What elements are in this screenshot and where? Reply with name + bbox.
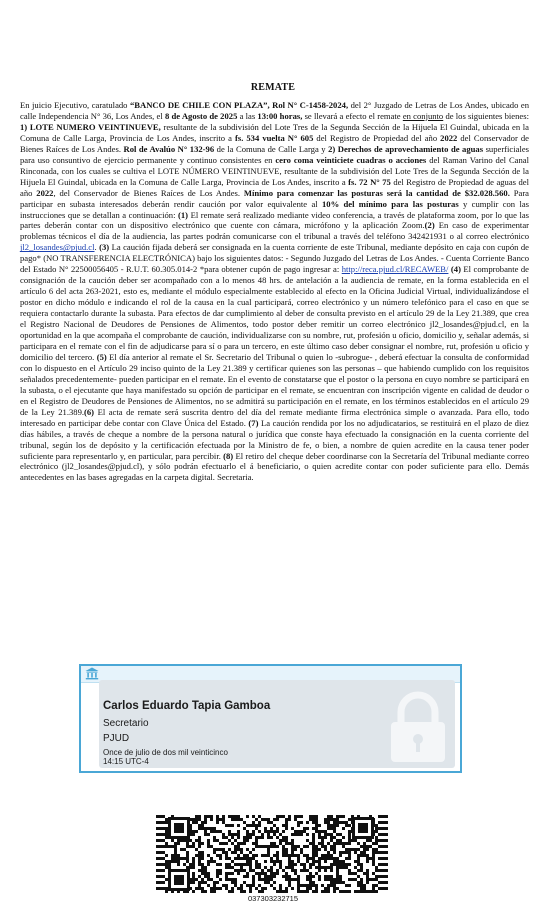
signature-time: 14:15 UTC-4	[103, 757, 149, 766]
body-text: La caución rendida por los no adjudicatarios, se restituirá en el plazo de diez días hábiles, a través de cheque a nombre de la persona natural o jurídica que conste haya efectuado la consignación en la cuenta corriente del tribunal, según los de depósito y la certificación efectuada por la Ministro de fe, o bien, a nombre de quien acredite en la causa tener poder suficiente para representarlo y, en particular, para percibir.	[20, 417, 529, 461]
item-number: (6)	[84, 406, 95, 417]
case-caption: “BANCO DE CHILE CON PLAZA”, Rol N° C-1458-2024,	[129, 100, 349, 110]
body-text: y cumplir con las instrucciones que se detallan a continuación:	[20, 198, 529, 220]
payment-coupon-link[interactable]: http://reca.pjud.cl/RECAWEB/	[341, 264, 449, 275]
signer-name: Carlos Eduardo Tapia Gamboa	[103, 700, 271, 712]
body-text: de los siguientes bienes:	[443, 110, 529, 121]
body-text: del Raman Varino del Canal Rinconada, con los cuales se cultiva el LOTE NÚMERO VEINTINUEVE, resultante de la subdivisión del Lote Tres de la Segunda Sección de la Hijuela El Guindal, ubicada en la Comuna de Calle Larga, Provincia de Los Andes, inscrito a	[20, 154, 529, 187]
item-number: (5)	[96, 351, 107, 362]
qr-code	[156, 815, 388, 893]
lot-2-heading: 2) Derechos de aprovechamiento de aguas	[328, 143, 484, 154]
body-text: Para participar en subasta interesados deberán rendir caución por valor equivalente al	[20, 187, 529, 209]
electronic-signature-box	[79, 664, 462, 773]
body-text: se llevará a efecto el remate	[302, 110, 403, 121]
body-text: .	[94, 242, 100, 253]
signer-organization: PJUD	[103, 733, 130, 744]
body-text: El remate será realizado mediante video conferencia, a través de plataforma zoom, por lo que las partes deberán contar con un dispositivo electrónico que cuente con cámara, micrófono y la aplicación Zoom.	[20, 209, 530, 231]
court-email-link[interactable]: jl2_losandes@pjud.cl	[20, 242, 95, 253]
signature-date: Once de julio de dos mil veinticinco	[103, 748, 228, 757]
signer-role: Secretario	[103, 718, 149, 729]
document-title: REMATE	[250, 82, 296, 93]
item-number: (3)	[99, 242, 110, 253]
body-text: a las	[237, 110, 258, 121]
item-number: (2)	[424, 220, 435, 231]
body-text: El retiro del cheque deber coordinarse con la Secretaría del Tribunal mediante correo electrónico (jl2_losandes@pjud.cl), y sólo podrán efectuarlo el á beneficiario, o quien acredite contar con poder suficiente para ello. Demás antecedentes en las bases agregadas en la carpeta digital. Secretaria.	[20, 450, 529, 483]
item-number: (8)	[223, 450, 234, 461]
item-number: (1)	[178, 209, 189, 220]
registry-year: 2022	[440, 132, 458, 143]
body-text: del Registro de Propiedad del año	[313, 132, 441, 143]
body-text: En juicio Ejecutivo, caratulado	[20, 100, 130, 110]
water-rights-amount: cero coma veinticiete cuadras o acciones	[275, 154, 427, 165]
registry-folio: fs. 534 vuelta N° 605	[234, 132, 314, 143]
auction-date: 8 de Agosto de 2025	[164, 110, 238, 121]
body-text: superficiales para uso consuntivo de ejercicio permanente y continuo consistentes en	[20, 143, 529, 165]
body-text: El día anterior al remate el Sr. Secretario del Tribunal o quien lo -subrogue- , deberá efectuar la consulta de conformidad con lo dispuesto en el Artículo 29 inciso quinto de la Ley 21.389 y certificar quienes son las personas – que habiendo cumplido con los requisitos señalados precedentemente- pueden participar en el remate. En el evento de constatarse que el postor o la persona en cuyo nombre se participará en la subasta, o el ejecutante que haya manifestado su opción de participar en el remate, se encuentran con inscripción vigente en calidad de deudor o en el Registro de Deudores de Pensiones de Alimentos, no se admitirá su participación en el remate, en los términos establecidos en el artículo 29 de la Ley 21.389.	[20, 351, 529, 417]
body-text: La caución fijada deberá ser consignada en la cuenta corriente de este Tribunal, mediante depósito en caja con cupón de pago* (NO TRANSFERENCIA ELECTRÓNICA) bajo los siguientes datos: - Segundo Juzgado del Letras de Los Andes. - Cuenta Corriente Banco del Estado N° 22500056405 - R.U.T. 60.305.014-2 *para obtener cupón de pago ingresar a:	[20, 242, 529, 275]
water-registry-folio: fs. 72 N° 75	[348, 176, 391, 187]
appraisal-roll: Rol de Avalúo N° 132-96	[123, 143, 215, 154]
lot-1-heading: 1) LOTE NUMERO VEINTINUEVE,	[20, 121, 161, 132]
padlock-icon	[387, 690, 449, 764]
water-registry-year: 2022	[36, 187, 54, 198]
body-text: , del Conservador de Bienes Raíces de Los Andes.	[53, 187, 244, 198]
document-body	[20, 100, 529, 483]
body-text: del Conservador de Bienes Raíces de Los Andes.	[20, 132, 529, 154]
auction-time: 13:00 horas,	[257, 110, 303, 121]
body-text: El comprobante de consignación de la caución deber ser acompañado con a lo menos 48 hrs. de antelación a la audiencia de remate, en la forma establecida en el artículo 6 del acta 263-2021, esto es, mediante el módulo especialmente establecido al efecto en la Oficina Judicial Virtual, individualizándose el postor en dicho módulo e indicando el rol de la causa en la cual participará, correo electrónico y un número telefónico para el caso en que se requiera contactarlo durante la subasta. Para efectos de dar cumplimiento al deber de consulta previsto en el artículo 29 de la Ley 21.389, que crea el Registro Nacional de Deudores de Pensiones de Alimentos, todo postor deber remitir un correo electrónico jl2_losandes@pjud.cl, en la oportunidad en la que acompaña el comprobante de caución, individualizarse con su nombre, rut, profesión u oficio, domicilio y, señalar además, si participara en el remate con el fin de adjudicarse para sí o para un tercero, en este último caso deber consignar el nombre, rut, profesión u oficio y domicilio del tercero.	[20, 264, 529, 362]
body-text: resultante de la subdivisión del Lote Tres de la Segunda Sección de la Hijuela El Guindal, ubicada en la Comuna de Calle Larga, Provincia de Los Andes, inscrito a	[20, 121, 529, 143]
body-text: En caso de experimentar problemas técnicos el día de la audiencia, las partes podrán comunicarse con el tribunal a través del teléfono 342421931 o al correo electrónico	[20, 220, 529, 242]
minimum-bid: Mínimo para comenzar las posturas será la cantidad de $32.028.560.	[243, 187, 510, 198]
underlined-text: en conjunto	[402, 110, 444, 121]
item-number: (4)	[450, 264, 461, 275]
body-text: del 2° Juzgado de Letras de Los Andes, ubicado en calle Independencia N° 36, Los Andes, el	[20, 100, 529, 121]
body-text: El acta de remate será suscrita dentro del día del remate mediante firma electrónica simple o avanzada. Para ello, todo interesado en participar debe contar con Clave Única del Estado.	[20, 406, 529, 428]
body-text: del Registro de Propiedad de aguas del año	[20, 176, 529, 198]
courthouse-icon	[85, 667, 99, 680]
verification-code: 037303232715	[247, 894, 299, 903]
guarantee-percent: 10% del mínimo para las posturas	[321, 198, 459, 209]
body-text: de la Comuna de Calle Larga y	[214, 143, 329, 154]
item-number: (7)	[248, 417, 259, 428]
